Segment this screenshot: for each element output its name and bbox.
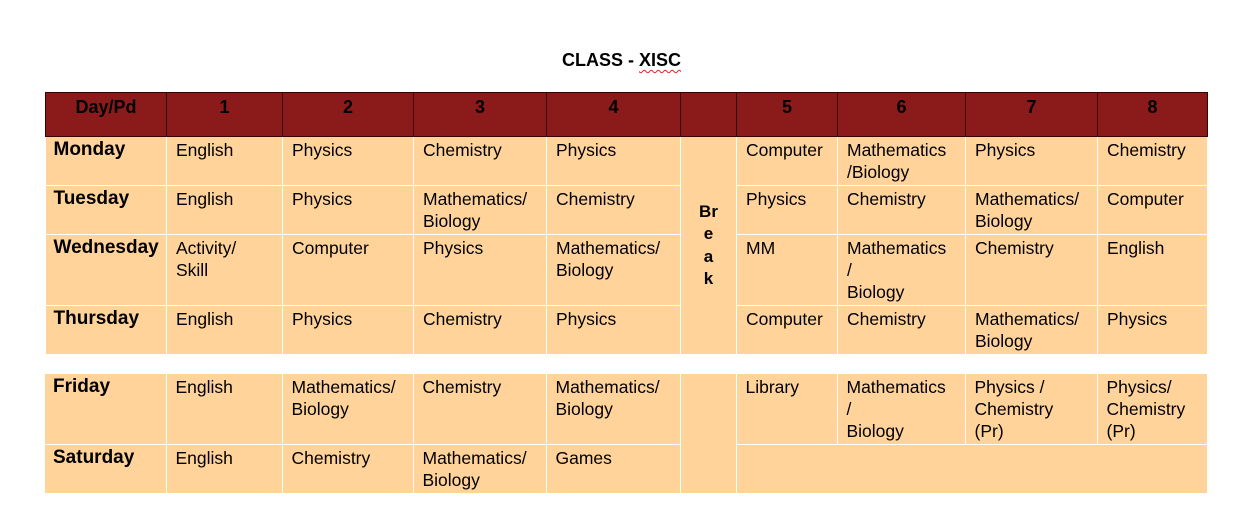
period-cell: Mathematics/ Biology — [546, 374, 680, 445]
period-cell: English — [166, 374, 282, 445]
table-row — [46, 235, 1208, 306]
period-cell: English — [166, 445, 282, 494]
header-period-5: 5 — [737, 93, 838, 137]
period-cell: Computer — [1098, 186, 1208, 235]
title-prefix: CLASS - — [561, 50, 639, 70]
period-cell: English — [1098, 235, 1208, 306]
period-cell: Physics/ Chemistry (Pr) — [1097, 374, 1207, 445]
timetable-weekend — [45, 374, 1208, 494]
table-row — [45, 374, 1207, 445]
period-cell: Chemistry — [1098, 137, 1208, 186]
title-class: XISC — [639, 50, 682, 70]
period-cell: Mathematics / Biology — [838, 235, 966, 306]
break-letter: a — [703, 246, 714, 266]
break-cell — [681, 137, 737, 355]
header-period-7: 7 — [966, 93, 1098, 137]
page-title — [0, 50, 1243, 71]
header-period-3: 3 — [414, 93, 547, 137]
period-cell: Physics — [283, 137, 414, 186]
break-cell — [680, 374, 736, 494]
period-cell: Physics / Chemistry (Pr) — [965, 374, 1097, 445]
period-cell: English — [167, 137, 283, 186]
header-period-2: 2 — [283, 93, 414, 137]
period-cell: Mathematics/ Biology — [414, 186, 547, 235]
period-cell: Mathematics/ Biology — [966, 306, 1098, 355]
period-cell: Mathematics/ Biology — [547, 235, 681, 306]
period-cell: Physics — [1098, 306, 1208, 355]
period-cell: Chemistry — [414, 137, 547, 186]
period-cell: Chemistry — [838, 186, 966, 235]
break-letter: k — [703, 269, 714, 288]
timetable-weekdays — [45, 92, 1208, 355]
period-cell: Library — [736, 374, 837, 445]
period-cell: Mathematics/ Biology — [282, 374, 413, 445]
period-cell: Computer — [737, 137, 838, 186]
period-cell: MM — [737, 235, 838, 306]
period-cell: Mathematics/ Biology — [413, 445, 546, 494]
period-cell: Physics — [547, 137, 681, 186]
period-cell: Computer — [737, 306, 838, 355]
period-cell: Chemistry — [282, 445, 413, 494]
day-cell: Friday — [45, 374, 166, 445]
period-cell: Mathematics/ Biology — [966, 186, 1098, 235]
table-row — [45, 445, 1207, 494]
header-period-6: 6 — [838, 93, 966, 137]
period-cell: Mathematics /Biology — [838, 137, 966, 186]
table-row — [46, 186, 1208, 235]
header-period-4: 4 — [547, 93, 681, 137]
break-letter: Br — [699, 201, 718, 221]
period-cell: Chemistry — [547, 186, 681, 235]
header-day: Day/Pd — [46, 93, 167, 137]
header-period-1: 1 — [167, 93, 283, 137]
period-cell: Chemistry — [838, 306, 966, 355]
period-cell: Physics — [547, 306, 681, 355]
empty-cell — [736, 445, 1207, 494]
table-row — [46, 137, 1208, 186]
header-period-8: 8 — [1098, 93, 1208, 137]
period-cell: English — [167, 306, 283, 355]
period-cell: Chemistry — [413, 374, 546, 445]
table-row — [46, 306, 1208, 355]
day-cell: Wednesday — [46, 235, 167, 306]
period-cell: Chemistry — [414, 306, 547, 355]
period-cell: Physics — [414, 235, 547, 306]
day-cell: Tuesday — [46, 186, 167, 235]
period-cell: Games — [546, 445, 680, 494]
period-cell: Physics — [966, 137, 1098, 186]
period-cell: Physics — [283, 186, 414, 235]
break-letter: e — [703, 224, 714, 243]
period-cell: Mathematics / Biology — [837, 374, 965, 445]
period-cell: Physics — [283, 306, 414, 355]
day-cell: Saturday — [45, 445, 166, 494]
header-row — [46, 93, 1208, 137]
header-break — [681, 93, 737, 137]
period-cell: Activity/ Skill — [167, 235, 283, 306]
day-cell: Thursday — [46, 306, 167, 355]
period-cell: Physics — [737, 186, 838, 235]
day-cell: Monday — [46, 137, 167, 186]
period-cell: Computer — [283, 235, 414, 306]
period-cell: Chemistry — [966, 235, 1098, 306]
period-cell: English — [167, 186, 283, 235]
